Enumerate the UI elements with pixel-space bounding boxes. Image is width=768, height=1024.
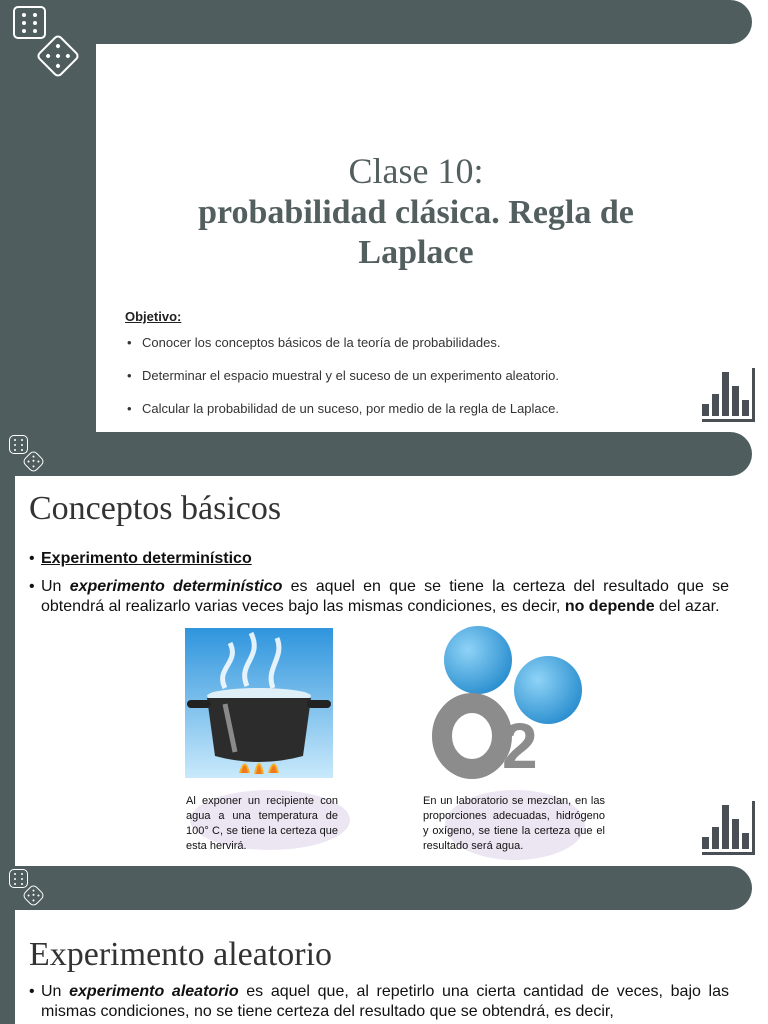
objective-text: Conocer los conceptos básicos de la teoría de probabilidades. (142, 335, 501, 350)
objective-item: • Calcular la probabilidad de un suceso, por medio de la regla de Laplace. (127, 401, 559, 416)
term-emphasis: experimento aleatorio (69, 983, 239, 1000)
objective-text: Calcular la probabilidad de un suceso, por medio de la regla de Laplace. (142, 401, 559, 416)
bullet-item: • Un experimento determinístico es aquel en que se tiene la certeza del resultado que se obtendrá al realizarlo varias veces bajo las mismas condiciones, es decir, no depende del azar. (29, 578, 729, 615)
objective-colon: : (177, 309, 182, 324)
bullet-title: Experimento determinístico (41, 550, 252, 567)
term-emphasis: experimento determinístico (69, 578, 283, 595)
text-run: Un (41, 578, 70, 595)
text-run: es aquel en que se tiene la certeza del resultado que se obtendrá al realizarlo varias veces bajo las mismas condiciones, es decir, (41, 578, 729, 615)
objective-text: Determinar el espacio muestral y el suceso de un experimento aleatorio. (142, 368, 559, 383)
boiling-pot-image (185, 628, 333, 778)
objective-item: • Determinar el espacio muestral y el suceso de un experimento aleatorio. (127, 368, 559, 383)
dice-icon (13, 6, 46, 39)
bar-chart-icon (702, 368, 755, 422)
top-bar (0, 432, 752, 476)
key-phrase: no depende (564, 598, 655, 615)
dice-icon (9, 435, 28, 454)
o2-subscript: 2 (502, 710, 538, 782)
text-run: es aquel que, al repetirlo una cierta cantidad de veces, bajo las mismas condiciones, no se tiene certeza del resultado que se obtendrá, es decir, (41, 983, 730, 1020)
bullet-item: • Un experimento aleatorio es aquel que, al repetirlo una cierta cantidad de veces, bajo las mismas condiciones, no se tiene certeza del resultado que se obtendrá, es decir, (29, 983, 730, 1020)
top-bar (0, 866, 752, 910)
text-run: Un (41, 983, 70, 1000)
slide-title (0, 0, 768, 432)
slide-basic-concepts (0, 432, 768, 866)
bullet-item: • Experimento determinístico (29, 549, 729, 569)
caption-water: En un laboratorio se mezclan, en las proporciones adecuadas, hidrógeno y oxígeno, se tiene la certeza que el resultado será agua. (423, 795, 605, 852)
bar-chart-icon (702, 801, 755, 855)
text-run: del azar. (654, 598, 720, 615)
title-line2: probabilidad clásica. Regla de (198, 194, 634, 231)
objective-label: Objetivo (125, 309, 178, 324)
bullet-paragraph (41, 982, 729, 1022)
slide-title-line1: Clase 10: (348, 151, 484, 191)
sidebar (0, 866, 15, 1024)
top-bar (0, 0, 752, 44)
slide-heading: Conceptos básicos (29, 490, 282, 527)
sidebar (0, 432, 15, 866)
slide-heading: Experimento aleatorio (29, 936, 333, 973)
bullet-paragraph (41, 577, 729, 617)
slide-title-main (100, 193, 732, 273)
slide-random-experiment (0, 866, 768, 1024)
objective-heading (125, 309, 181, 324)
title-line3: Laplace (358, 234, 474, 271)
caption-boiling: Al exponer un recipiente con agua a una temperatura de 100° C, se tiene la certeza que esta hervirá. (186, 795, 338, 852)
objective-item: • Conocer los conceptos básicos de la teoría de probabilidades. (127, 335, 501, 350)
dice-icon (9, 869, 28, 888)
